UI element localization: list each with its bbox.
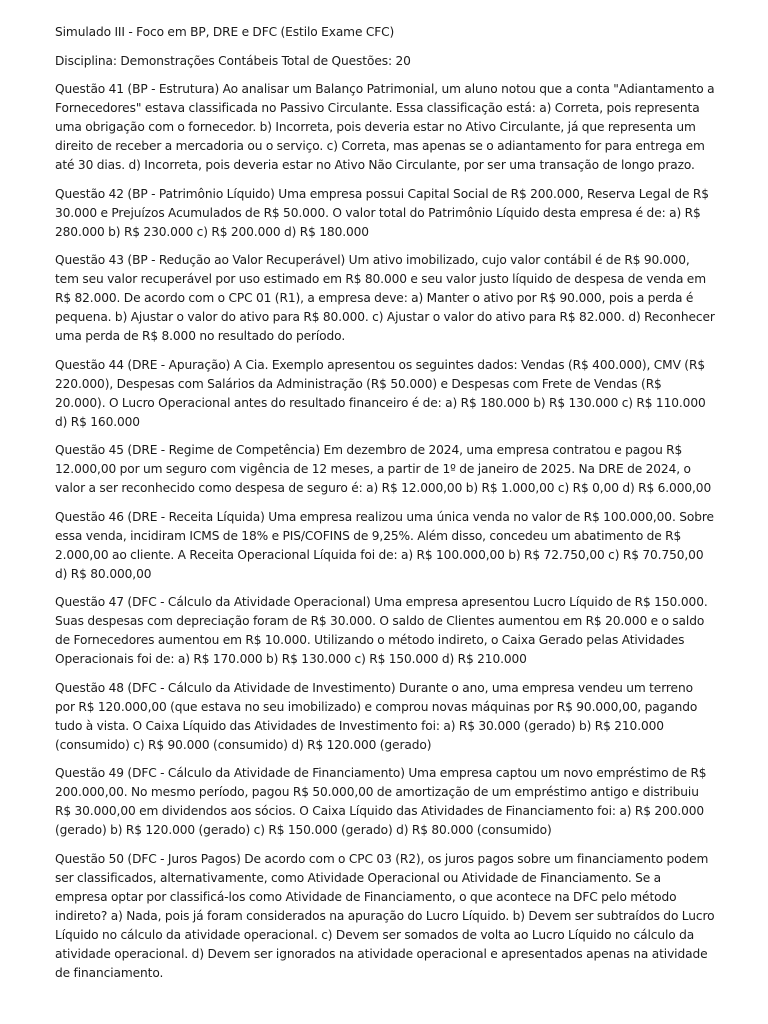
question-47: Questão 47 (DFC - Cálculo da Atividade Operacional) Uma empresa apresentou Lucro Líquido de R$ 150.000. Suas despesas com depreciação foram de R$ 30.000. O saldo de Clientes aumentou em R$ 20.000 e o saldo de Fornecedores aumentou em R$ 10.000. Utilizando o método indireto, o Caixa Gerado pelas Atividades Operacionais foi de: a) R$ 170.000 b) R$ 130.000 c) R$ 150.000 d) R$ 210.000 — [55, 595, 708, 666]
document-page — [55, 23, 715, 992]
question-41: Questão 41 (BP - Estrutura) Ao analisar um Balanço Patrimonial, um aluno notou que a conta "Adiantamento a Fornecedores" estava classificada no Passivo Circulante. Essa classificação está: a) Correta, pois representa uma obrigação com o fornecedor. b) Incorreta, pois deveria estar no Ativo Circulante, já que representa um direito de receber a mercadoria ou o serviço. c) Correta, mas apenas se o adiantamento for para entrega em até 30 dias. d) Incorreta, pois deveria estar no Ativo Não Circulante, por ser uma transação de longo prazo. — [55, 82, 715, 172]
question-48: Questão 48 (DFC - Cálculo da Atividade de Investimento) Durante o ano, uma empresa vendeu um terreno por R$ 120.000,00 (que estava no seu imobilizado) e comprou novas máquinas por R$ 90.000,00, pagando tudo à vista. O Caixa Líquido das Atividades de Investimento foi: a) R$ 30.000 (gerado) b) R$ 210.000 (consumido) c) R$ 90.000 (consumido) d) R$ 120.000 (gerado) — [55, 680, 698, 752]
question-45: Questão 45 (DRE - Regime de Competência) Em dezembro de 2024, uma empresa contratou e pagou R$ 12.000,00 por um seguro com vigência de 12 meses, a partir de 1º de janeiro de 2025. Na DRE de 2024, o valor a ser reconhecido como despesa de seguro é: a) R$ 12.000,00 b) R$ 1.000,00 c) R$ 0,00 d) R$ 6.000,00 — [55, 443, 712, 495]
document-title: Simulado III - Foco em BP, DRE e DFC (Estilo Exame CFC) — [55, 25, 395, 39]
question-44: Questão 44 (DRE - Apuração) A Cia. Exemplo apresentou os seguintes dados: Vendas (R$ 400.000), CMV (R$ 220.000), Despesas com Salários da Administração (R$ 50.000) e Despesas com Frete de Vendas (R$ 20.000). O Lucro Operacional antes do resultado financeiro é de: a) R$ 180.000 b) R$ 130.000 c) R$ 110.000 d) R$ 160.000 — [55, 357, 706, 429]
question-42: Questão 42 (BP - Patrimônio Líquido) Uma empresa possui Capital Social de R$ 200.000, Reserva Legal de R$ 30.000 e Prejuízos Acumulados de R$ 50.000. O valor total do Patrimônio Líquido desta empresa é de: a) R$ 280.000 b) R$ 230.000 c) R$ 200.000 d) R$ 180.000 — [55, 186, 709, 239]
question-46: Questão 46 (DRE - Receita Líquida) Uma empresa realizou uma única venda no valor de R$ 100.000,00. Sobre essa venda, incidiram ICMS de 18% e PIS/COFINS de 9,25%. Além disso, concedeu um abatimento de R$ 2.000,00 ao cliente. A Receita Operacional Líquida foi de: a) R$ 100.000,00 b) R$ 72.750,00 c) R$ 70.750,00 d) R$ 80.000,00 — [55, 509, 714, 581]
question-50: Questão 50 (DFC - Juros Pagos) De acordo com o CPC 03 (R2), os juros pagos sobre um financiamento podem ser classificados, alternativamente, como Atividade Operacional ou Atividade de Financiamento. Se a empresa optar por classificá-los como Atividade de Financiamento, o que acontece na DFC pelo método indireto? a) Nada, pois já foram considerados na apuração do Lucro Líquido. b) Devem ser subtraídos do Lucro Líquido no cálculo da atividade operacional. c) Devem ser somados de volta ao Lucro Líquido no cálculo da atividade operacional. d) Devem ser ignorados na atividade operacional e apresentados apenas na atividade de financiamento. — [55, 851, 715, 980]
question-49: Questão 49 (DFC - Cálculo da Atividade de Financiamento) Uma empresa captou um novo empréstimo de R$ 200.000,00. No mesmo período, pagou R$ 50.000,00 de amortização de um empréstimo antigo e distribuiu R$ 30.000,00 em dividendos aos sócios. O Caixa Líquido das Atividades de Financiamento foi: a) R$ 200.000 (gerado) b) R$ 120.000 (gerado) c) R$ 150.000 (gerado) d) R$ 80.000 (consumido) — [55, 766, 707, 837]
document-subtitle: Disciplina: Demonstrações Contábeis Total de Questões: 20 — [55, 53, 411, 68]
question-43: Questão 43 (BP - Redução ao Valor Recuperável) Um ativo imobilizado, cujo valor contábil é de R$ 90.000, tem seu valor recuperável por uso estimado em R$ 80.000 e seu valor justo líquido de despesa de venda em R$ 82.000. De acordo com o CPC 01 (R1), a empresa deve: a) Manter o ativo por R$ 90.000, pois a perda é pequena. b) Ajustar o valor do ativo para R$ 80.000. c) Ajustar o valor do ativo para R$ 82.000. d) Reconhecer uma perda de R$ 8.000 no resultado do período. — [55, 253, 715, 343]
